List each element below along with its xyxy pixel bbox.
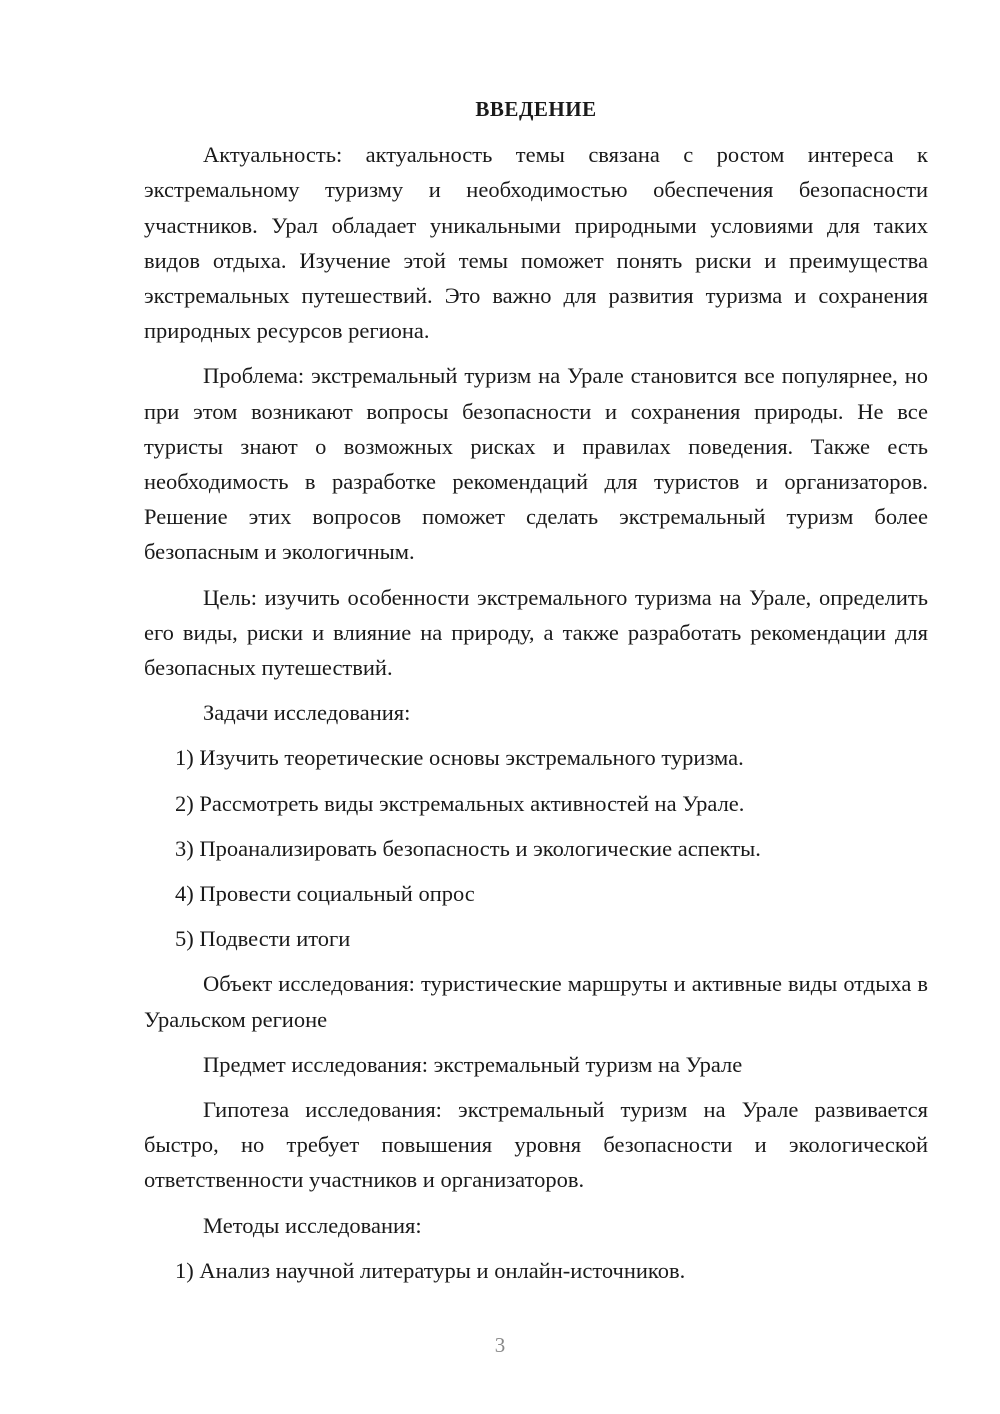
tasks-heading: Задачи исследования: <box>203 700 411 726</box>
hypothesis-paragraph: Гипотеза исследования: экстремальный туризм на Урале развивается быстро, но требует повышения уровня безопасности и экологической ответственности участников и организаторов. <box>144 1097 928 1193</box>
section-title: ВВЕДЕНИЕ <box>475 97 597 121</box>
problem-paragraph: Проблема: экстремальный туризм на Урале становится все популярнее, но при этом возникают вопросы безопасности и сохранения природы. Не все туристы знают о возможных рисках и правилах поведения. Также есть необходимость в разработке рекомендаций для туристов и организаторов. Решение этих вопросов поможет сделать экстремальный туризм более безопасным и экологичным. <box>144 363 928 565</box>
goal-paragraph: Цель: изучить особенности экстремального туризма на Урале, определить его виды, риски и влияние на природу, а также разработать рекомендации для безопасных путешествий. <box>144 584 928 681</box>
methods-heading: Методы исследования: <box>203 1212 422 1238</box>
task-item-2: 2) Рассмотреть виды экстремальных активностей на Урале. <box>175 790 745 816</box>
page-number: 3 <box>494 1333 506 1357</box>
task-item-1: 1) Изучить теоретические основы экстремального туризма. <box>175 745 744 771</box>
task-item-4: 4) Провести социальный опрос <box>175 881 475 907</box>
method-item-1: 1) Анализ научной литературы и онлайн-источников. <box>175 1257 686 1283</box>
task-item-5: 5) Подвести итоги <box>175 926 351 952</box>
document-page <box>144 92 928 1298</box>
task-item-3: 3) Проанализировать безопасность и экологические аспекты. <box>175 835 761 861</box>
subject-paragraph: Предмет исследования: экстремальный туризм на Урале <box>203 1051 743 1077</box>
relevance-paragraph: Актуальность: актуальность темы связана с ростом интереса к экстремальному туризму и необходимостью обеспечения безопасности участников. Урал обладает уникальными природными условиями для таких видов отдыха. Изучение этой темы поможет понять риски и преимущества экстремальных путешествий. Это важно для развития туризма и сохранения природных ресурсов региона. <box>144 142 928 344</box>
object-paragraph: Объект исследования: туристические маршруты и активные виды отдыха в Уральском регионе <box>144 971 928 1032</box>
